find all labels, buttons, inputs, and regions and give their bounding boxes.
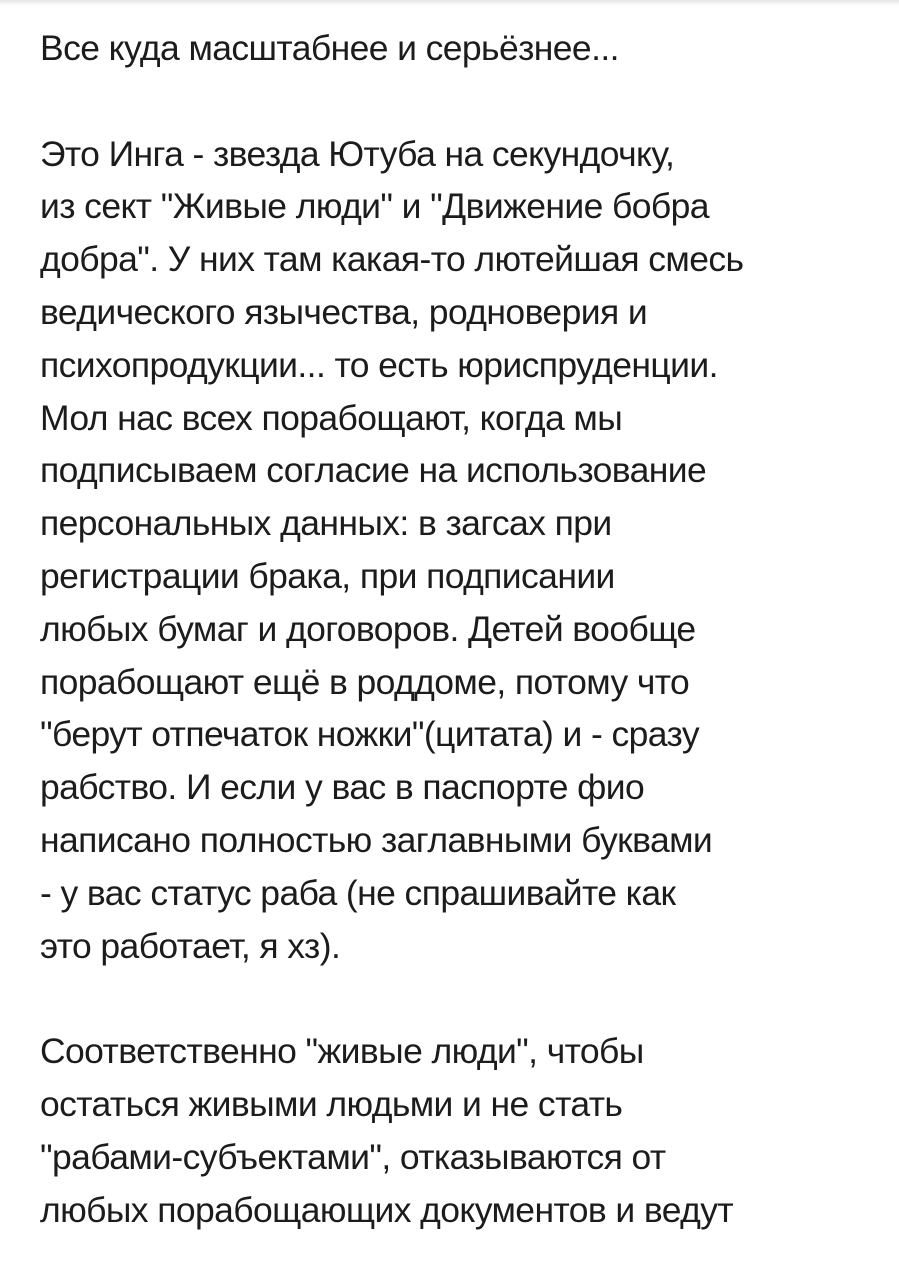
post-line: написано полностью заглавными буквами [40, 819, 713, 860]
post-line: порабощают ещё в роддоме, потому что [40, 661, 690, 702]
paragraph-break [40, 75, 880, 128]
post-line: персональных данных: в загсах при [40, 503, 612, 544]
post-line: - у вас статус раба (не спрашивайте как [40, 872, 676, 913]
post-line: ведического язычества, родноверия и [40, 291, 648, 332]
post-line: Все куда масштабнее и серьёзнее... [40, 28, 619, 68]
post-line: Это Инга - звезда Ютуба на секундочку, [40, 133, 675, 174]
post-line: регистрации брака, при подписании [40, 555, 615, 596]
post-line: "рабами-субъектами", отказываются от [40, 1136, 666, 1177]
post-text[interactable] [40, 22, 880, 1236]
post-line: добра". У них там какая-то лютейшая смесь [40, 239, 744, 280]
post-line: Соответственно "живые люди", чтобы [40, 1031, 644, 1072]
post-line: остаться живыми людьми и не стать [40, 1083, 623, 1124]
top-edge-shadow [0, 0, 899, 6]
post-line: рабство. И если у вас в паспорте фио [40, 767, 645, 808]
post-line: из сект "Живые люди" и "Движение бобра [40, 186, 709, 227]
post-line: это работает, я хз). [40, 925, 341, 966]
post-line: "берут отпечаток ножки"(цитата) и - сразу [40, 714, 699, 755]
post-line: любых бумаг и договоров. Детей вообще [40, 608, 696, 649]
post-line: Мол нас всех порабощают, когда мы [40, 397, 623, 438]
post-line: психопродукции... то есть юриспруденции. [40, 344, 718, 385]
paragraph-break [40, 972, 880, 1025]
post-line: подписываем согласие на использование [40, 450, 707, 491]
post-line: любых порабощающих документов и ведут [40, 1189, 734, 1230]
